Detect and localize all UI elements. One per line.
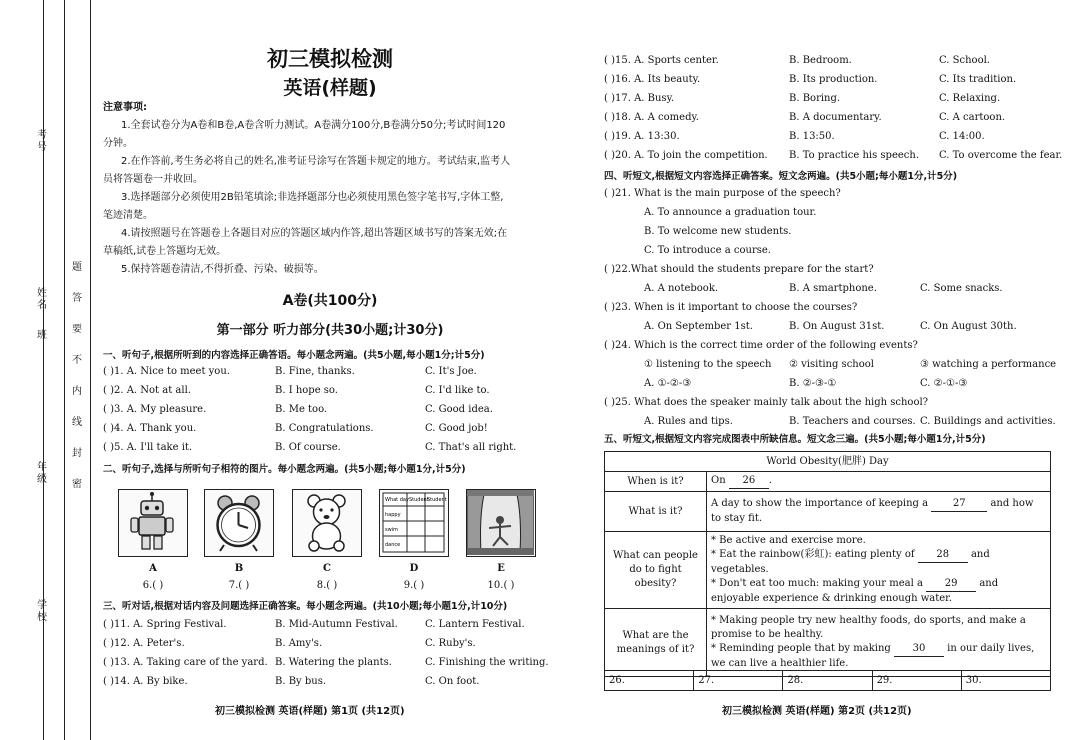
blank-30[interactable]: 30	[894, 642, 944, 657]
row-label: When is it?	[605, 472, 707, 492]
row-label: What are the meanings of it?	[605, 609, 707, 677]
question-row: ( )11. A. Spring Festival. B. Mid-Autumn Festival. C. Lantern Festival.	[103, 619, 525, 630]
schedule-table-icon	[380, 490, 447, 555]
question-row: ( )2. A. Not at all. B. I hope so. C. I'd like to.	[103, 385, 490, 396]
picture-row	[118, 489, 538, 595]
notice-line: 分钟。	[103, 138, 133, 149]
question-22: ( )22.What should the students prepare for the start?	[604, 264, 874, 275]
question-row: ( )12. A. Peter's. B. Amy's. C. Ruby's.	[103, 638, 476, 649]
name-label: 姓名	[37, 288, 47, 311]
question-row: ( )16. A. Its beauty. B. Its production. C. Its tradition.	[604, 74, 1017, 85]
picture-b	[204, 489, 274, 557]
question-row: ( )20. A. To join the competition. B. To practice his speech. C. To overcome the fear.	[604, 150, 1063, 161]
option-row: A. To announce a graduation tour.	[644, 207, 817, 218]
obesity-day-table	[604, 451, 1051, 677]
notice-line: 4.请按照题号在答题卷上各题目对应的答题区域内作答,超出答题区域书写的答案无效;在	[121, 228, 508, 239]
blank-28[interactable]: 28	[918, 548, 968, 563]
notice-heading: 注意事项:	[103, 102, 147, 113]
robot-icon	[119, 490, 186, 555]
row-content: * Be active and exercise more. * Eat the rainbow(彩虹): eating plenty of 28 and vegetables. * Don't eat too much: making your meal a 29 and enjoyable experience & drinking enough water.	[707, 532, 1051, 609]
option-row: A. ①-②-③ B. ②-③-① C. ②-①-③	[644, 378, 968, 389]
option-row: B. To welcome new students.	[644, 226, 792, 237]
row-content: A day to show the importance of keeping a 27 and how to stay fit.	[707, 492, 1051, 532]
option-row: A. Rules and tips. B. Teachers and courses. C. Buildings and activities.	[644, 416, 1056, 427]
question-row: ( )19. A. 13:30. B. 13:50. C. 14:00.	[604, 131, 985, 142]
question-24: ( )24. Which is the correct time order of the following events?	[604, 340, 918, 351]
picture-e	[466, 489, 536, 557]
picture-letter: C	[323, 563, 331, 574]
seal-char-3: 要	[72, 324, 82, 335]
picture-d	[379, 489, 449, 557]
question-row: ( )17. A. Busy. B. Boring. C. Relaxing.	[604, 93, 1001, 104]
picture-letter: A	[149, 563, 157, 574]
seal-char-8: 密	[72, 479, 82, 490]
event-row: ① listening to the speech ② visiting school ③ watching a performance	[644, 359, 1057, 370]
picture-answer: 6.( )	[142, 580, 164, 591]
table-row-cell: dance	[385, 542, 401, 548]
section1-items	[103, 366, 563, 456]
teddy-bear-icon	[293, 490, 360, 555]
picture-letter: E	[497, 563, 505, 574]
section3-items	[103, 619, 563, 695]
answer-row	[604, 670, 1051, 691]
stage-performance-icon	[467, 490, 534, 555]
picture-answer: 9.( )	[403, 580, 425, 591]
exam-subtitle: 英语(样题)	[283, 77, 377, 99]
question-row: ( )18. A. A comedy. B. A documentary. C. A cartoon.	[604, 112, 1006, 123]
class-label: 班	[37, 330, 47, 341]
table-head-cell: What day	[385, 497, 409, 503]
picture-c	[292, 489, 362, 557]
notice-line: 2.在作答前,考生务必将自己的姓名,准考证号涂写在答题卡规定的地方。考试结束,监考人	[121, 156, 511, 167]
table-row-cell: swim	[385, 527, 398, 533]
row-content: On 26 .	[707, 472, 1051, 492]
section3-heading: 三、听对话,根据对话内容及问题选择正确答案。每小题念两遍。(共10小题;每小题1分,计10分)	[103, 601, 508, 612]
seal-char-6: 线	[72, 417, 82, 428]
answer-cell[interactable]: 26.	[605, 671, 694, 691]
blank-26[interactable]: 26	[729, 474, 769, 489]
answer-cell[interactable]: 30.	[961, 671, 1050, 691]
section2-heading: 二、听句子,选择与所听句子相符的图片。每小题念两遍。(共5小题;每小题1分,计5分)	[103, 464, 466, 475]
question-row: ( )14. A. By bike. B. By bus. C. On foot.	[103, 676, 480, 687]
seal-char-7: 封	[72, 448, 82, 459]
picture-a	[118, 489, 188, 557]
section3-continued	[604, 55, 1064, 170]
blank-29[interactable]: 29	[926, 577, 976, 592]
row-content: * Making people try new healthy foods, do sports, and make a promise to be healthy. * Reminding people that by making 30 in our daily lives, we can live a healthier life.	[707, 609, 1051, 677]
notice-line: 员将答题卷一并收回。	[103, 174, 203, 185]
question-21: ( )21. What is the main purpose of the speech?	[604, 188, 841, 199]
section4-items	[604, 188, 1064, 433]
table-title: World Obesity(肥胖) Day	[605, 452, 1051, 472]
part1-heading: 第一部分 听力部分(共30小题;计30分)	[216, 323, 444, 338]
option-row: A. On September 1st. B. On August 31st. C. On August 30th.	[644, 321, 1017, 332]
question-row: ( )5. A. I'll take it. B. Of course. C. That's all right.	[103, 442, 517, 453]
question-row: ( )1. A. Nice to meet you. B. Fine, thanks. C. It's Joe.	[103, 366, 477, 377]
table-head-cell: Student	[427, 497, 447, 503]
question-row: ( )15. A. Sports center. B. Bedroom. C. School.	[604, 55, 990, 66]
notice-line: 5.保持答题卷清洁,不得折叠、污染、破损等。	[121, 264, 324, 275]
picture-answer: 8.( )	[316, 580, 338, 591]
question-row: ( )13. A. Taking care of the yard. B. Watering the plants. C. Finishing the writing.	[103, 657, 549, 668]
picture-letter: B	[234, 563, 244, 574]
notice-line: 3.选择题部分必须使用2B铅笔填涂;非选择题部分也必须使用黑色签字笔书写,字体工整,	[121, 192, 504, 203]
notice-line: 1.全套试卷分为A卷和B卷,A卷含听力测试。A卷满分100分,B卷满分50分;考试时间120	[121, 120, 506, 131]
answer-cell[interactable]: 27.	[694, 671, 783, 691]
notice-line: 笔迹清楚。	[103, 210, 153, 221]
question-23: ( )23. When is it important to choose the courses?	[604, 302, 858, 313]
page2-footer: 初三模拟检测 英语(样题) 第2页 (共12页)	[722, 706, 912, 717]
exam-number-label: 考号	[37, 130, 47, 153]
alarm-clock-icon	[205, 490, 272, 555]
question-row: ( )4. A. Thank you. B. Congratulations. C. Good job!	[103, 423, 488, 434]
question-25: ( )25. What does the speaker mainly talk about the high school?	[604, 397, 929, 408]
picture-letter: D	[409, 563, 419, 574]
page1-footer: 初三模拟检测 英语(样题) 第1页 (共12页)	[215, 706, 405, 717]
school-label: 学校	[37, 600, 47, 623]
notice-block	[103, 117, 563, 279]
notice-line: 草稿纸,试卷上答题均无效。	[103, 246, 227, 257]
seal-char-4: 不	[72, 355, 82, 366]
section-a-heading: A卷(共100分)	[282, 293, 378, 309]
picture-answer: 7.( )	[228, 580, 250, 591]
row-label: What can people do to fight obesity?	[605, 532, 707, 609]
picture-answer: 10.( )	[487, 580, 515, 591]
answer-cell[interactable]: 29.	[872, 671, 961, 691]
seal-char-1: 题	[72, 262, 82, 273]
table-row-cell: happy	[385, 512, 401, 518]
option-row: A. A notebook. B. A smartphone. C. Some snacks.	[644, 283, 1003, 294]
section5-heading: 五、听短文,根据短文内容完成图表中所缺信息。短文念三遍。(共5小题;每小题1分,计5分)	[604, 434, 986, 445]
blank-27[interactable]: 27	[931, 497, 987, 512]
grade-label: 年级	[37, 462, 47, 485]
section1-heading: 一、听句子,根据所听到的内容选择正确答语。每小题念两遍。(共5小题,每小题1分;计5分)	[103, 350, 485, 361]
answer-cell[interactable]: 28.	[783, 671, 872, 691]
seal-char-2: 答	[72, 293, 82, 304]
section4-heading: 四、听短文,根据短文内容选择正确答案。短文念两遍。(共5小题;每小题1分,计5分)	[604, 171, 958, 182]
row-label: What is it?	[605, 492, 707, 532]
table-head-cell: Student	[409, 497, 429, 503]
question-row: ( )3. A. My pleasure. B. Me too. C. Good idea.	[103, 404, 493, 415]
seal-char-5: 内	[72, 386, 82, 397]
option-row: C. To introduce a course.	[644, 245, 771, 256]
exam-title: 初三模拟检测	[267, 47, 393, 71]
